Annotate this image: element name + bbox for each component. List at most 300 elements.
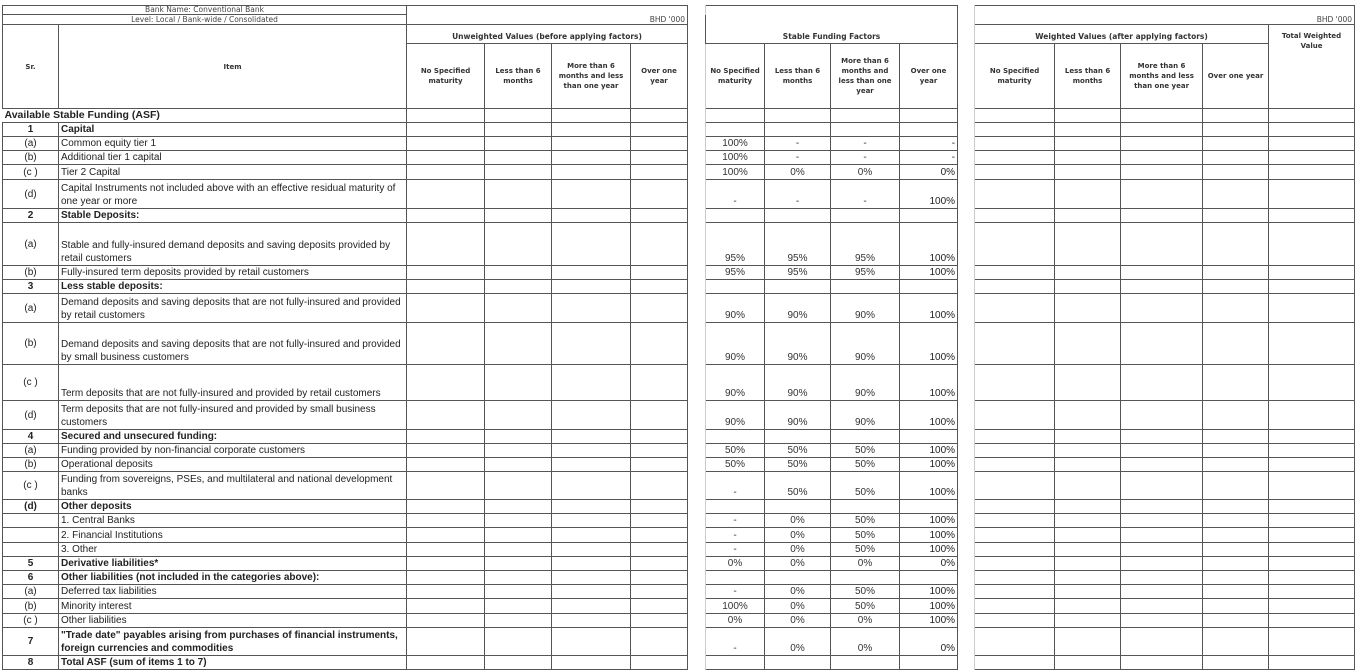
- unweighted-value-cell[interactable]: [631, 571, 688, 585]
- weighted-value-cell[interactable]: [975, 323, 1055, 365]
- weighted-value-cell[interactable]: [1055, 543, 1121, 557]
- weighted-value-cell[interactable]: [1121, 514, 1203, 528]
- unweighted-value-cell[interactable]: [485, 599, 552, 614]
- unweighted-value-cell[interactable]: [631, 543, 688, 557]
- weighted-value-cell[interactable]: [1121, 151, 1203, 165]
- row-sr: [3, 528, 59, 543]
- unweighted-value-cell[interactable]: [407, 514, 485, 528]
- unweighted-value-cell[interactable]: [485, 528, 552, 543]
- weighted-value-cell[interactable]: [1121, 656, 1203, 670]
- unweighted-value-cell[interactable]: [485, 209, 552, 223]
- unweighted-value-cell[interactable]: [631, 209, 688, 223]
- unweighted-value-cell[interactable]: [552, 430, 631, 444]
- weighted-value-cell[interactable]: [1203, 151, 1269, 165]
- unweighted-value-cell[interactable]: [485, 628, 552, 656]
- unweighted-value-cell[interactable]: [485, 137, 552, 151]
- unweighted-value-cell[interactable]: [485, 614, 552, 628]
- unweighted-value-cell[interactable]: [485, 165, 552, 180]
- weighted-value-cell[interactable]: [1121, 444, 1203, 458]
- total-weighted-cell[interactable]: [1269, 430, 1355, 444]
- unweighted-value-cell[interactable]: [552, 365, 631, 401]
- total-weighted-cell[interactable]: [1269, 151, 1355, 165]
- unweighted-value-cell[interactable]: [407, 151, 485, 165]
- unweighted-value-cell[interactable]: [552, 323, 631, 365]
- weighted-value-cell[interactable]: [1203, 430, 1269, 444]
- unweighted-value-cell[interactable]: [631, 151, 688, 165]
- weighted-value-cell[interactable]: [1055, 137, 1121, 151]
- unweighted-value-cell[interactable]: [552, 401, 631, 430]
- weighted-value-cell[interactable]: [975, 599, 1055, 614]
- weighted-value-cell[interactable]: [975, 209, 1055, 223]
- weighted-value-cell[interactable]: [1203, 223, 1269, 266]
- unweighted-value-cell[interactable]: [631, 656, 688, 670]
- weighted-value-cell[interactable]: [1203, 528, 1269, 543]
- unweighted-value-cell[interactable]: [407, 628, 485, 656]
- weighted-value-cell[interactable]: [975, 180, 1055, 209]
- unweighted-value-cell[interactable]: [407, 500, 485, 514]
- weighted-value-cell[interactable]: [1121, 543, 1203, 557]
- unweighted-value-cell[interactable]: [485, 223, 552, 266]
- unweighted-value-cell[interactable]: [407, 165, 485, 180]
- total-weighted-cell[interactable]: [1269, 557, 1355, 571]
- gap: [958, 458, 975, 472]
- unweighted-value-cell[interactable]: [631, 365, 688, 401]
- weighted-value-cell[interactable]: [1203, 123, 1269, 137]
- weighted-value-cell[interactable]: [975, 266, 1055, 280]
- weighted-value-cell[interactable]: [975, 458, 1055, 472]
- weighted-value-cell[interactable]: [1203, 180, 1269, 209]
- unweighted-value-cell[interactable]: [485, 557, 552, 571]
- weighted-value-cell[interactable]: [1121, 571, 1203, 585]
- unweighted-value-cell[interactable]: [485, 401, 552, 430]
- row-sr: (d): [3, 180, 59, 209]
- total-weighted-cell[interactable]: [1269, 614, 1355, 628]
- unweighted-value-cell[interactable]: [407, 180, 485, 209]
- weighted-value-cell[interactable]: [1055, 571, 1121, 585]
- factor-cell: [765, 280, 831, 294]
- weighted-value-cell[interactable]: [1203, 628, 1269, 656]
- factor-cell: 100%: [900, 599, 958, 614]
- unweighted-value-cell[interactable]: [631, 123, 688, 137]
- gap: [688, 557, 706, 571]
- factor-cell: [706, 209, 765, 223]
- weighted-value-cell[interactable]: [975, 614, 1055, 628]
- weighted-value-cell[interactable]: [975, 628, 1055, 656]
- unweighted-value-cell[interactable]: [631, 266, 688, 280]
- weighted-value-cell[interactable]: [975, 123, 1055, 137]
- weighted-value-cell[interactable]: [1203, 543, 1269, 557]
- factor-cell: -: [831, 151, 900, 165]
- weighted-value-cell[interactable]: [1121, 557, 1203, 571]
- weighted-value-cell[interactable]: [1055, 614, 1121, 628]
- weighted-value-cell[interactable]: [975, 571, 1055, 585]
- weighted-value-cell[interactable]: [1055, 209, 1121, 223]
- unweighted-value-cell[interactable]: [407, 472, 485, 500]
- factor-cell: 0%: [765, 557, 831, 571]
- weighted-value-cell[interactable]: [1121, 266, 1203, 280]
- factor-cell: [900, 656, 958, 670]
- currency-unit-right: BHD '000: [975, 15, 1355, 25]
- total-weighted-cell[interactable]: [1269, 280, 1355, 294]
- row-sr: (c ): [3, 614, 59, 628]
- unweighted-value-cell[interactable]: [631, 137, 688, 151]
- unweighted-value-cell[interactable]: [552, 123, 631, 137]
- row-item: Stable Deposits:: [59, 209, 407, 223]
- weighted-value-cell[interactable]: [1121, 209, 1203, 223]
- weighted-value-cell[interactable]: [975, 401, 1055, 430]
- weighted-value-cell[interactable]: [1121, 614, 1203, 628]
- unweighted-value-cell[interactable]: [485, 151, 552, 165]
- unweighted-value-cell[interactable]: [552, 165, 631, 180]
- weighted-value-cell[interactable]: [1121, 180, 1203, 209]
- weighted-value-cell[interactable]: [1203, 294, 1269, 323]
- factor-cell: 0%: [900, 628, 958, 656]
- unweighted-value-cell[interactable]: [407, 430, 485, 444]
- weighted-value-cell[interactable]: [1121, 280, 1203, 294]
- total-weighted-cell[interactable]: [1269, 223, 1355, 266]
- unweighted-value-cell[interactable]: [552, 571, 631, 585]
- total-weighted-cell[interactable]: [1269, 323, 1355, 365]
- weighted-value-cell[interactable]: [1055, 599, 1121, 614]
- gap: [688, 458, 706, 472]
- factor-cell: 100%: [900, 365, 958, 401]
- weighted-value-cell[interactable]: [1055, 180, 1121, 209]
- weighted-value-cell[interactable]: [1121, 401, 1203, 430]
- total-weighted-cell[interactable]: [1269, 137, 1355, 151]
- unweighted-value-cell[interactable]: [631, 223, 688, 266]
- weighted-value-cell[interactable]: [1055, 165, 1121, 180]
- weighted-value-cell[interactable]: [1121, 165, 1203, 180]
- weighted-value-cell[interactable]: [975, 514, 1055, 528]
- table-row: [3, 323, 1355, 365]
- weighted-value-cell[interactable]: [1055, 401, 1121, 430]
- weighted-value-cell[interactable]: [975, 294, 1055, 323]
- unweighted-value-cell[interactable]: [552, 223, 631, 266]
- unweighted-value-cell[interactable]: [407, 585, 485, 599]
- unweighted-value-cell[interactable]: [631, 280, 688, 294]
- unweighted-value-cell[interactable]: [552, 500, 631, 514]
- unweighted-value-cell[interactable]: [407, 656, 485, 670]
- unweighted-value-cell[interactable]: [485, 514, 552, 528]
- total-weighted-cell[interactable]: [1269, 628, 1355, 656]
- unweighted-value-cell[interactable]: [552, 614, 631, 628]
- unweighted-value-cell[interactable]: [485, 585, 552, 599]
- gap: [958, 294, 975, 323]
- group-header-weighted: Weighted Values (after applying factors): [975, 25, 1269, 44]
- unweighted-value-cell[interactable]: [631, 628, 688, 656]
- factor-cell: 0%: [765, 528, 831, 543]
- unweighted-value-cell[interactable]: [631, 599, 688, 614]
- weighted-value-cell[interactable]: [1203, 458, 1269, 472]
- row-sr: (d): [3, 401, 59, 430]
- unweighted-value-cell[interactable]: [552, 599, 631, 614]
- total-weighted-cell[interactable]: [1269, 401, 1355, 430]
- table-row: [3, 151, 1355, 165]
- unweighted-value-cell[interactable]: [552, 151, 631, 165]
- weighted-value-cell[interactable]: [1055, 323, 1121, 365]
- weighted-value-cell[interactable]: [975, 365, 1055, 401]
- table-row: [3, 223, 1355, 266]
- weighted-value-cell[interactable]: [975, 528, 1055, 543]
- unweighted-value-cell[interactable]: [552, 209, 631, 223]
- weighted-value-cell[interactable]: [1121, 294, 1203, 323]
- weighted-value-cell[interactable]: [1203, 444, 1269, 458]
- weighted-value-cell[interactable]: [975, 137, 1055, 151]
- weighted-value-cell[interactable]: [1203, 599, 1269, 614]
- weighted-value-cell[interactable]: [1055, 656, 1121, 670]
- gap: [958, 599, 975, 614]
- weighted-value-cell[interactable]: [1203, 209, 1269, 223]
- unweighted-value-cell[interactable]: [407, 599, 485, 614]
- weighted-value-cell[interactable]: [1203, 137, 1269, 151]
- unweighted-value-cell[interactable]: [631, 458, 688, 472]
- factor-cell: 0%: [765, 514, 831, 528]
- factor-cell: [831, 430, 900, 444]
- weighted-value-cell[interactable]: [1055, 528, 1121, 543]
- unweighted-value-cell[interactable]: [631, 614, 688, 628]
- weighted-value-cell[interactable]: [1203, 401, 1269, 430]
- unweighted-value-cell[interactable]: [631, 585, 688, 599]
- weighted-value-cell[interactable]: [1121, 430, 1203, 444]
- total-weighted-cell[interactable]: [1269, 458, 1355, 472]
- total-weighted-cell[interactable]: [1269, 514, 1355, 528]
- unweighted-value-cell[interactable]: [552, 472, 631, 500]
- weighted-value-cell[interactable]: [1121, 123, 1203, 137]
- unweighted-value-cell[interactable]: [485, 180, 552, 209]
- unweighted-value-cell[interactable]: [407, 614, 485, 628]
- unweighted-value-cell[interactable]: [631, 472, 688, 500]
- row-sr: (b): [3, 323, 59, 365]
- total-weighted-cell[interactable]: [1269, 599, 1355, 614]
- weighted-value-cell[interactable]: [975, 656, 1055, 670]
- weighted-value-cell[interactable]: [975, 557, 1055, 571]
- weighted-value-cell[interactable]: [1055, 223, 1121, 266]
- unweighted-value-cell[interactable]: [552, 543, 631, 557]
- total-weighted-cell[interactable]: [1269, 472, 1355, 500]
- weighted-value-cell[interactable]: [1121, 223, 1203, 266]
- weighted-value-cell[interactable]: [975, 585, 1055, 599]
- unweighted-value-cell[interactable]: [631, 323, 688, 365]
- weighted-value-cell[interactable]: [1203, 614, 1269, 628]
- unweighted-value-cell[interactable]: [552, 137, 631, 151]
- weighted-value-cell[interactable]: [1203, 266, 1269, 280]
- unweighted-value-cell[interactable]: [485, 500, 552, 514]
- weighted-value-cell[interactable]: [1055, 430, 1121, 444]
- unweighted-value-cell[interactable]: [631, 557, 688, 571]
- weighted-value-cell[interactable]: [1121, 528, 1203, 543]
- unweighted-value-cell[interactable]: [552, 180, 631, 209]
- unweighted-value-cell[interactable]: [485, 444, 552, 458]
- weighted-value-cell[interactable]: [1203, 472, 1269, 500]
- unweighted-value-cell[interactable]: [485, 123, 552, 137]
- unweighted-value-cell[interactable]: [485, 294, 552, 323]
- unweighted-value-cell[interactable]: [631, 514, 688, 528]
- total-weighted-cell[interactable]: [1269, 294, 1355, 323]
- weighted-value-cell[interactable]: [1121, 458, 1203, 472]
- unweighted-value-cell[interactable]: [407, 323, 485, 365]
- factor-cell: [765, 209, 831, 223]
- unweighted-value-cell[interactable]: [407, 266, 485, 280]
- unweighted-value-cell[interactable]: [407, 280, 485, 294]
- factor-cell: -: [831, 137, 900, 151]
- weighted-value-cell[interactable]: [1203, 585, 1269, 599]
- weighted-value-cell[interactable]: [1203, 514, 1269, 528]
- factor-cell: [706, 430, 765, 444]
- unweighted-value-cell[interactable]: [552, 585, 631, 599]
- unweighted-value-cell[interactable]: [552, 444, 631, 458]
- weighted-value-cell[interactable]: [1203, 365, 1269, 401]
- unweighted-value-cell[interactable]: [485, 323, 552, 365]
- unweighted-value-cell[interactable]: [485, 280, 552, 294]
- weighted-value-cell[interactable]: [1121, 500, 1203, 514]
- weighted-value-cell[interactable]: [1055, 123, 1121, 137]
- unweighted-value-cell[interactable]: [407, 209, 485, 223]
- unweighted-value-cell[interactable]: [552, 458, 631, 472]
- unweighted-value-cell[interactable]: [485, 266, 552, 280]
- unweighted-value-cell[interactable]: [631, 180, 688, 209]
- factor-cell: [706, 571, 765, 585]
- factor-cell: 100%: [900, 543, 958, 557]
- gap: [688, 365, 706, 401]
- total-weighted-cell[interactable]: [1269, 543, 1355, 557]
- unweighted-value-cell[interactable]: [407, 458, 485, 472]
- factor-cell: 90%: [831, 323, 900, 365]
- unweighted-value-cell[interactable]: [631, 444, 688, 458]
- unweighted-value-cell[interactable]: [407, 137, 485, 151]
- total-weighted-cell[interactable]: [1269, 571, 1355, 585]
- factor-cell: [765, 571, 831, 585]
- unweighted-value-cell[interactable]: [407, 401, 485, 430]
- total-weighted-cell[interactable]: [1269, 444, 1355, 458]
- factor-cell: [765, 500, 831, 514]
- weighted-value-cell[interactable]: [1055, 500, 1121, 514]
- weighted-value-cell[interactable]: [1055, 585, 1121, 599]
- gap: [958, 165, 975, 180]
- weighted-value-cell[interactable]: [1055, 472, 1121, 500]
- weighted-value-cell[interactable]: [1055, 444, 1121, 458]
- unweighted-value-cell[interactable]: [631, 500, 688, 514]
- row-sr: (a): [3, 444, 59, 458]
- factor-cell: [900, 571, 958, 585]
- unweighted-value-cell[interactable]: [407, 365, 485, 401]
- unweighted-value-cell[interactable]: [631, 165, 688, 180]
- weighted-value-cell[interactable]: [1121, 137, 1203, 151]
- gap: [688, 323, 706, 365]
- total-weighted-cell[interactable]: [1269, 165, 1355, 180]
- unweighted-value-cell[interactable]: [407, 571, 485, 585]
- unweighted-value-cell[interactable]: [407, 123, 485, 137]
- unweighted-value-cell[interactable]: [631, 294, 688, 323]
- factor-cell: -: [706, 528, 765, 543]
- total-weighted-cell[interactable]: [1269, 528, 1355, 543]
- weighted-value-cell[interactable]: [1055, 151, 1121, 165]
- unweighted-value-cell[interactable]: [485, 365, 552, 401]
- unweighted-value-cell[interactable]: [485, 458, 552, 472]
- weighted-value-cell[interactable]: [1055, 294, 1121, 323]
- unweighted-value-cell[interactable]: [552, 557, 631, 571]
- weighted-value-cell[interactable]: [1121, 628, 1203, 656]
- weighted-value-cell[interactable]: [975, 500, 1055, 514]
- total-weighted-cell[interactable]: [1269, 365, 1355, 401]
- unweighted-value-cell[interactable]: [485, 656, 552, 670]
- unweighted-value-cell[interactable]: [407, 543, 485, 557]
- weighted-value-cell[interactable]: [1055, 280, 1121, 294]
- unweighted-value-cell[interactable]: [631, 430, 688, 444]
- gap: [688, 151, 706, 165]
- weighted-value-cell[interactable]: [1121, 599, 1203, 614]
- weighted-value-cell[interactable]: [1203, 656, 1269, 670]
- weighted-value-cell[interactable]: [1055, 557, 1121, 571]
- unweighted-value-cell[interactable]: [407, 223, 485, 266]
- weighted-value-cell[interactable]: [975, 280, 1055, 294]
- section-title: Available Stable Funding (ASF): [3, 109, 407, 123]
- unweighted-value-cell[interactable]: [552, 514, 631, 528]
- weighted-value-cell[interactable]: [1055, 365, 1121, 401]
- weighted-value-cell[interactable]: [975, 472, 1055, 500]
- unweighted-value-cell[interactable]: [552, 266, 631, 280]
- weighted-value-cell[interactable]: [1121, 472, 1203, 500]
- weighted-value-cell[interactable]: [1055, 628, 1121, 656]
- weighted-value-cell[interactable]: [1203, 280, 1269, 294]
- factor-cell: 100%: [706, 137, 765, 151]
- weighted-value-cell[interactable]: [1121, 585, 1203, 599]
- unweighted-value-cell[interactable]: [485, 430, 552, 444]
- weighted-value-cell[interactable]: [1121, 323, 1203, 365]
- unweighted-value-cell[interactable]: [407, 444, 485, 458]
- unweighted-value-cell[interactable]: [552, 294, 631, 323]
- weighted-value-cell[interactable]: [1055, 266, 1121, 280]
- unweighted-value-cell[interactable]: [631, 401, 688, 430]
- unweighted-value-cell[interactable]: [552, 528, 631, 543]
- total-weighted-cell[interactable]: [1269, 585, 1355, 599]
- unweighted-value-cell[interactable]: [485, 472, 552, 500]
- unweighted-value-cell[interactable]: [552, 628, 631, 656]
- weighted-value-cell[interactable]: [975, 165, 1055, 180]
- unweighted-value-cell[interactable]: [552, 280, 631, 294]
- weighted-value-cell[interactable]: [975, 444, 1055, 458]
- weighted-value-cell[interactable]: [1203, 571, 1269, 585]
- weighted-value-cell[interactable]: [1055, 514, 1121, 528]
- total-weighted-cell[interactable]: [1269, 180, 1355, 209]
- weighted-value-cell[interactable]: [975, 223, 1055, 266]
- factor-cell: 100%: [900, 401, 958, 430]
- unweighted-value-cell[interactable]: [485, 571, 552, 585]
- total-weighted-cell[interactable]: [1269, 209, 1355, 223]
- unweighted-value-cell[interactable]: [552, 656, 631, 670]
- total-weighted-cell[interactable]: [1269, 123, 1355, 137]
- weighted-value-cell[interactable]: [1203, 500, 1269, 514]
- unweighted-value-cell[interactable]: [407, 528, 485, 543]
- weighted-value-cell[interactable]: [975, 151, 1055, 165]
- weighted-value-cell[interactable]: [1121, 365, 1203, 401]
- total-weighted-cell[interactable]: [1269, 500, 1355, 514]
- unweighted-value-cell[interactable]: [407, 294, 485, 323]
- table-row: [3, 472, 1355, 500]
- weighted-value-cell[interactable]: [1203, 557, 1269, 571]
- row-item: Total ASF (sum of items 1 to 7): [59, 656, 407, 670]
- total-weighted-cell[interactable]: [1269, 266, 1355, 280]
- unweighted-value-cell[interactable]: [631, 528, 688, 543]
- unweighted-value-cell[interactable]: [485, 543, 552, 557]
- row-item: 1. Central Banks: [59, 514, 407, 528]
- weighted-value-cell[interactable]: [1203, 165, 1269, 180]
- unweighted-value-cell[interactable]: [407, 557, 485, 571]
- weighted-value-cell[interactable]: [1203, 323, 1269, 365]
- weighted-value-cell[interactable]: [975, 430, 1055, 444]
- total-weighted-cell[interactable]: [1269, 656, 1355, 670]
- weighted-value-cell[interactable]: [975, 543, 1055, 557]
- weighted-value-cell[interactable]: [1055, 458, 1121, 472]
